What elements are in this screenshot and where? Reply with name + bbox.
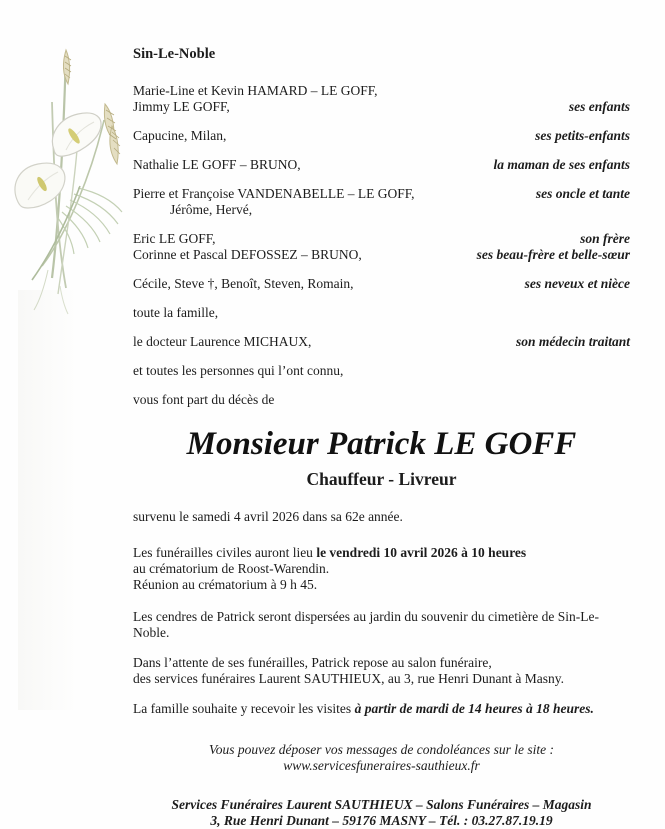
family-names: Jérôme, Hervé,	[170, 202, 253, 217]
condolences-line1: Vous pouvez déposer vos messages de condoléances sur le site :	[209, 742, 554, 757]
scan-artifact-shade	[18, 290, 78, 710]
relationship-label: la maman de ses enfants	[493, 157, 630, 172]
relationship-label: ses petits-enfants	[535, 128, 630, 143]
footer-line1: Services Funéraires Laurent SAUTHIEUX – Salons Funéraires – Magasin	[171, 797, 592, 812]
condolences-note	[133, 742, 630, 774]
family-row	[133, 202, 630, 218]
family-group	[133, 231, 630, 263]
family-row	[133, 83, 630, 99]
relationship-label: ses beau-frère et belle-sœur	[476, 247, 630, 262]
relationship-label: son médecin traitant	[515, 334, 630, 349]
relationship-label: ses oncle et tante	[535, 186, 630, 201]
funeral-details	[133, 545, 630, 593]
family-names: Jimmy LE GOFF,	[133, 99, 230, 114]
family-row	[133, 157, 630, 173]
family-group	[133, 186, 630, 218]
deceased-profession: Chauffeur - Livreur	[306, 469, 457, 489]
calla-lily-illustration-icon	[8, 42, 130, 318]
visits-line	[133, 701, 630, 717]
funeral-line2: au crématorium de Roost-Warendin.	[133, 561, 330, 576]
family-row	[133, 247, 630, 263]
funeral-line1-bold: le vendredi 10 avril 2026 à 10 heures	[316, 545, 527, 560]
family-group	[133, 363, 630, 379]
family-row	[133, 276, 630, 292]
family-names: Marie-Line et Kevin HAMARD – LE GOFF,	[133, 83, 378, 98]
document-content	[133, 0, 630, 829]
funeral-line1-plain: Les funérailles civiles auront lieu	[133, 545, 317, 560]
condolences-website: www.servicesfuneraires-sauthieux.fr	[283, 758, 480, 773]
family-names: et toutes les personnes qui l’ont connu,	[133, 363, 344, 378]
family-group	[133, 128, 630, 144]
city-heading: Sin-Le-Noble	[133, 46, 216, 62]
family-row	[133, 99, 630, 115]
funeral-home-footer	[133, 797, 630, 829]
family-row	[133, 231, 630, 247]
family-row	[133, 128, 630, 144]
family-row	[133, 334, 630, 350]
family-row	[133, 305, 630, 321]
family-names: Cécile, Steve †, Benoît, Steven, Romain,	[133, 276, 354, 291]
family-group	[133, 157, 630, 173]
family-names: Pierre et Françoise VANDENABELLE – LE GOFF,	[133, 186, 415, 201]
repose-line2: des services funéraires Laurent SAUTHIEUX, au 3, rue Henri Dunant à Masny.	[133, 671, 564, 686]
visits-plain: La famille souhaite y recevoir les visites	[133, 701, 355, 716]
ashes-line: Les cendres de Patrick seront dispersées au jardin du souvenir du cimetière de Sin-Le-Noble.	[133, 609, 599, 640]
family-names: toute la famille,	[133, 305, 219, 320]
deceased-name: Monsieur Patrick LE GOFF	[186, 426, 577, 462]
relationship-label: son frère	[580, 231, 630, 246]
family-group	[133, 334, 630, 350]
family-group	[133, 276, 630, 292]
family-group	[133, 83, 630, 115]
repose-line1: Dans l’attente de ses funérailles, Patrick repose au salon funéraire,	[133, 655, 492, 670]
repose-details	[133, 655, 630, 687]
family-names: Corinne et Pascal DEFOSSEZ – BRUNO,	[133, 247, 362, 262]
relationship-label: ses neveux et nièce	[524, 276, 630, 291]
family-group	[133, 305, 630, 321]
family-names: Nathalie LE GOFF – BRUNO,	[133, 157, 301, 172]
family-row	[133, 363, 630, 379]
family-list	[133, 83, 630, 379]
footer-line2: 3, Rue Henri Dunant – 59176 MASNY – Tél. : 03.27.87.19.19	[210, 813, 553, 828]
funeral-line3: Réunion au crématorium à 9 h 45.	[133, 577, 318, 592]
death-date-line: survenu le samedi 4 avril 2026 dans sa 62e année.	[133, 509, 403, 524]
family-names: le docteur Laurence MICHAUX,	[133, 334, 312, 349]
visits-bold: à partir de mardi de 14 heures à 18 heures.	[354, 701, 594, 716]
family-row	[133, 186, 630, 202]
relationship-label: ses enfants	[568, 99, 630, 114]
announcement-intro: vous font part du décès de	[133, 392, 275, 407]
family-names: Eric LE GOFF,	[133, 231, 216, 246]
family-names: Capucine, Milan,	[133, 128, 227, 143]
